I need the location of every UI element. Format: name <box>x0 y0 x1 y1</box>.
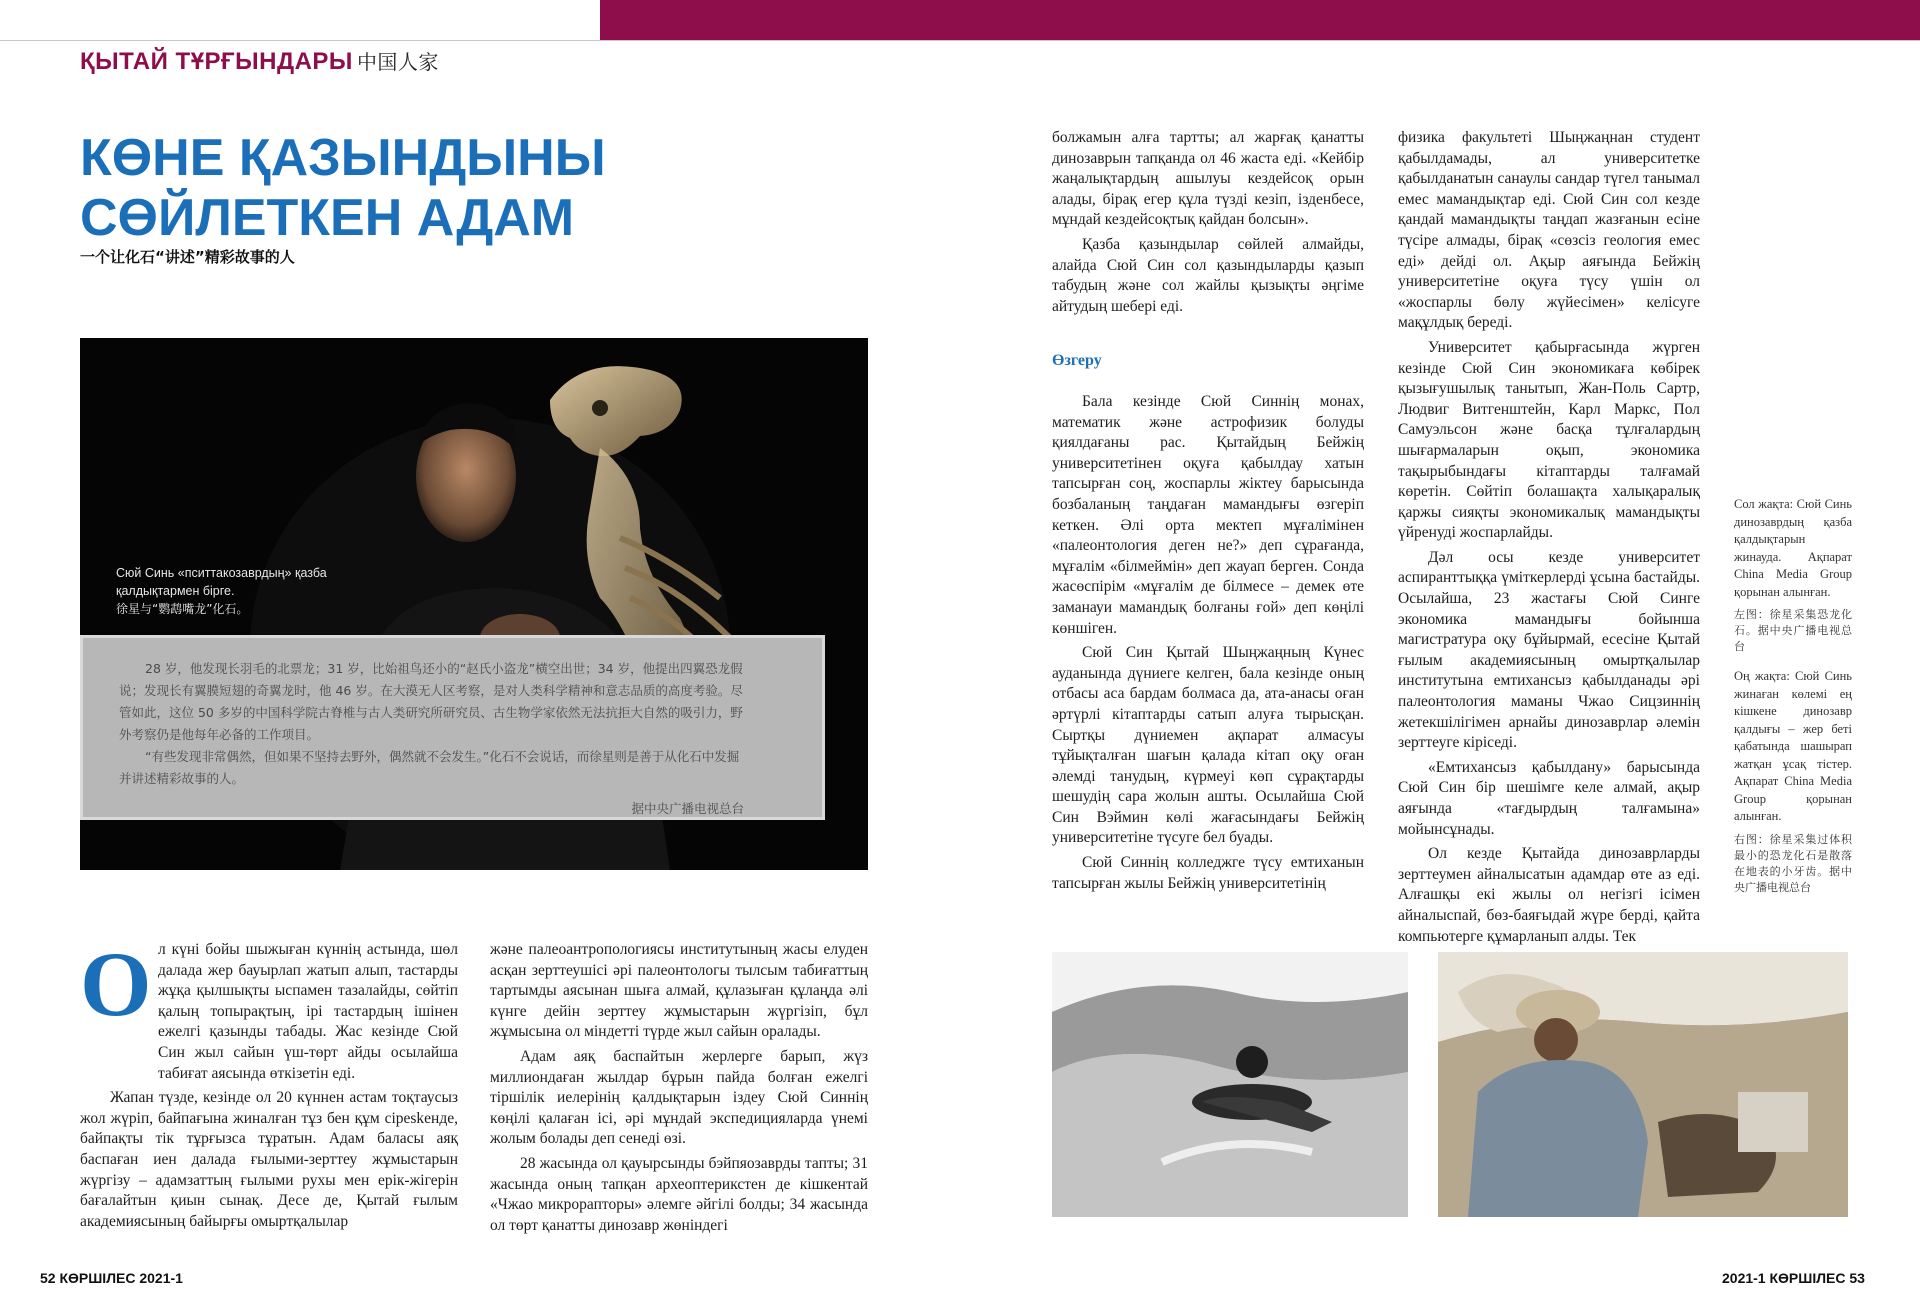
drop-cap: О <box>80 933 152 1035</box>
body-paragraph: Университет қабырғасында жүрген кезінде Сюй Син экономикаға көбірек қызығушылық танытып, Жан-Поль Сартр, Людвиг Витгенштейн, Карл Маркс, Пол Самуэльсон және басқа тұлғалардың шығармаларын оқып, экономика тақырыбындағы кітаптарды талғамай көретін. Сөйтіп болашақта халықаралық қаржы сияқты экономикалық мамандықты үйренуді жоспарлайды. <box>1398 338 1700 542</box>
body-paragraph: Адам аяқ баспайтын жерлерге барып, жүз миллиондаған жылдар бұрын пайда болған ежелгі тіршілік иелерінің қалдықтарын іздеу Сюй Синнің көңілі қалаған ісі, әрі мұндай экспедицияларда үнемі жолым болады деп сенеді өзі. <box>490 1047 868 1148</box>
page-folio-right: 2021-1 КӨРШІЛЕС 53 <box>1722 1270 1865 1286</box>
section-heading: Өзгеру <box>1052 352 1102 369</box>
article-title: КӨНЕ ҚАЗЫНДЫНЫ СӨЙЛЕТКЕН АДАМ <box>80 129 606 247</box>
body-paragraph: «Емтихансыз қабылдану» барысында Сюй Син бір шешімге келе алмай, ақыр аяғында «тағдырдың талғамына» мойынсұнады. <box>1398 758 1700 838</box>
summary-source: 据中央广播电视总台 <box>631 801 744 816</box>
fossil-collecting-image <box>1438 952 1848 1217</box>
photo-caption-cn: 徐星与“鹦鹉嘴龙”化石。 <box>116 602 249 616</box>
top-color-bar <box>600 0 1920 40</box>
header-rule <box>0 40 1920 41</box>
body-paragraph: Сюй Син Қытай Шыңжаңның Күнес ауданында дүниеге келген, бала кезінде оның отбасы аса бардам болмаса да, ата-анасы оған әртүрлі кітаптарды сатып алуға тырысқан. Сыртқы дүниемен ақпарат алмасуы тұйықталған шағын қалада кітап оқу оған әлемді танудың, күрмеуі көп сұрақтарды шешудің сара жолын ашты. Осылайша Сюй Син Вэймин көлі жағасындағы Бейжің университетіне түсуге бел буады. <box>1052 644 1364 847</box>
body-column-4 <box>1398 128 1700 947</box>
side-caption-left-kz: Сол жақта: Сюй Синь динозаврдың қазба қалдықтарын жинауда. Ақпарат China Media Group қорынан алынған. <box>1734 497 1852 599</box>
side-caption-right-cn: 右图：徐星采集过体积最小的恐龙化石是散落在地表的小牙齿。据中央广播电视总台 <box>1734 832 1852 894</box>
photo-caption-kz: Сюй Синь «пситтакозаврдың» қазба қалдықтармен бірге. <box>116 566 327 598</box>
body-paragraph: Бала кезінде Сюй Синнің монах, математик және астрофизик болуды қиялдағаны рас. Қытайдың Бейжің университетінен оқуға қабылдау хатын тапсырған соң, жоспарлы жіктеу барысында бозбаланың таңдаған мамандығы өзгеріп кеткен. Әлі орта мектеп мұғалімінен «палеонтология деген не?» деп сұрағанда, мұғалім «білмеймін» деп жауап берген. Сонда жасөспірім «мұғалім де білмесе – демек өте заманауи мамандық болғаны ғой» деп көңілі көншіген. <box>1052 393 1364 637</box>
body-column-3-top <box>1052 128 1364 317</box>
summary-paragraph: “有些发现非常偶然，但如果不坚持去野外，偶然就不会发生。”化石不会说话，而徐星则是善于从化石中发掘并讲述精彩故事的人。 <box>119 749 740 786</box>
body-column-1 <box>80 933 458 1232</box>
desert-excavation-image <box>1052 952 1408 1217</box>
side-caption-left-cn: 左图：徐星采集恐龙化石。据中央广播电视总台 <box>1734 608 1852 653</box>
body-paragraph: физика факультеті Шыңжаңнан студент қабылдамады, ал университетке қабылданатын санаулы сандар түгел танымал емес мамандықтар еді. Сюй Син сол кезде қандай мамандықты таңдап жазғанын есіне түсіре алмады, бірақ «сөзсіз геология емес еді» дейді ол. Ақыр аяғында Бейжің университетіне оқуға түсу үшін ол «жоспарлы бөлу жүйесімен» келісуге мақұлдық береді. <box>1398 129 1700 332</box>
body-paragraph: Дәл осы кезде университет аспиранттыққа үміткерлерді ұсына бастайды. Осылайша, 23 жастағы Сюй Синге экономика мамандығы бойынша магистратура оқу бұйырмай, есесіне Қытай ғылым академиясының омыртқалылар институтына емтихансыз қабылданады әрі палеонтология маманы Чжао Сицзиннің жетекшілігімен арнайы динозаврлар әлемін зерттеуге кіріседі. <box>1398 548 1700 752</box>
article-subtitle: 一个让化石“讲述”精彩故事的人 <box>80 248 295 266</box>
summary-box <box>80 635 825 820</box>
body-paragraph: Ол кезде Қытайда динозаврларды зерттеумен айналысатын адамдар өте аз еді. Алғашқы екі жылы ол негізгі ісімен айналыспай, бөз-баяғыдай жүре берді, қайта компьютерге құмарланып алды. Тек <box>1398 845 1700 945</box>
section-label-kz: ҚЫТАЙ ТҰРҒЫНДАРЫ <box>80 48 353 75</box>
body-column-3-bottom <box>1052 392 1364 894</box>
body-column-2 <box>490 940 868 1236</box>
body-paragraph: Жапан түзде, кезінде ол 20 күннен астам тоқтаусыз жол жүріп, байпағына жиналған тұз бен құм сіреskенде, байпақты тік тұрғызса тұратын. Адам баласы аяқ баспаған иен далада ғылыми-зерттеу жұмыстарын жүргізу – адамзаттың ғылыми рухы мен ерік-жігерін бағалайтын қиын сынақ. Десе де, Қытай ғылым академиясының байырғы омыртқалылар <box>80 1089 458 1230</box>
field-photo-right <box>1438 952 1848 1217</box>
section-label <box>80 46 439 76</box>
side-caption-left <box>1734 496 1852 655</box>
photo-caption <box>116 564 346 618</box>
field-photo-left <box>1052 952 1408 1217</box>
section-label-cn: 中国人家 <box>356 52 439 74</box>
body-paragraph: Қазба қазындылар сөйлей алмайды, алайда Сюй Син сол қазындыларды қазып табудың және сол жайлы қызықты әңгіме айтудың шебері еді. <box>1052 235 1364 315</box>
page-folio-left: 52 КӨРШІЛЕС 2021-1 <box>40 1270 183 1286</box>
side-caption-right-kz: Оң жақта: Сюй Синь жинаған көлемі ең кішкене динозавр қалдығы – жер беті қабатында шашырап жатқан ұсақ тістер. Ақпарат China Media Group қорынан алынған. <box>1734 669 1852 823</box>
body-paragraph: 28 жасында ол қауырсынды бэйпяозаврды тапты; 31 жасында оның тапқан археоптерикстен де кішкентай «Чжао микрорапторы» әлемге әйгілі болды; 34 жасында ол төрт қанатты динозавр жөніндегі <box>490 1154 868 1234</box>
body-paragraph: болжамын алға тартты; ал жарғақ қанатты динозаврын тапқанда ол 46 жаста еді. «Кейбір жаңалықтардың ашылуы кездейсоқ орын алады, бірақ егер құла түзді кезіп, ізденбесе, мұндай кездейсоқтық қайдан болсын». <box>1052 129 1364 229</box>
summary-paragraph: 28 岁，他发现长羽毛的北票龙；31 岁，比始祖鸟还小的“赵氏小盗龙”横空出世；34 岁，他提出四翼恐龙假说；发现长有翼膜短翅的奇翼龙时，他 46 岁。在大漠无人区考察，是对人类科学精神和意志品质的高度考验。尽管如此，这位 50 多岁的中国科学院古脊椎与古人类研究所研究员、古生物学家依然无法抗拒大自然的吸引力，野外考察仍是他每年必备的工作项目。 <box>119 661 743 742</box>
body-paragraph: л күні бойы шыжыған күннің астында, шөл далада жер бауырлап жатып алып, тастарды жұқа қылшықты ыспамен тазалайды, сөйтіп қалың топырақтың, ірі тастардың ішінен ежелгі қазынды табады. Жас кезінде Сюй Син жыл сайын үш-төрт айды осылайша табиғат аясында өткізетін еді. <box>158 941 458 1082</box>
body-paragraph: және палеоантропологиясы институтының жасы елуден асқан зерттеушісі әрі палеонтологы тылсым табиғаттың тартымды аясынан шыға алмай, құлазыған құлаңда әлі күнге дейін зерттеу жұмыстарын жүргізіп, бұл жұмысына ол міндетті түрде жыл сайын оралады. <box>490 941 868 1041</box>
body-paragraph: Сюй Синнің колледжге түсу емтиханын тапсырған жылы Бейжің университетінің <box>1052 854 1364 892</box>
side-caption-right <box>1734 668 1852 896</box>
